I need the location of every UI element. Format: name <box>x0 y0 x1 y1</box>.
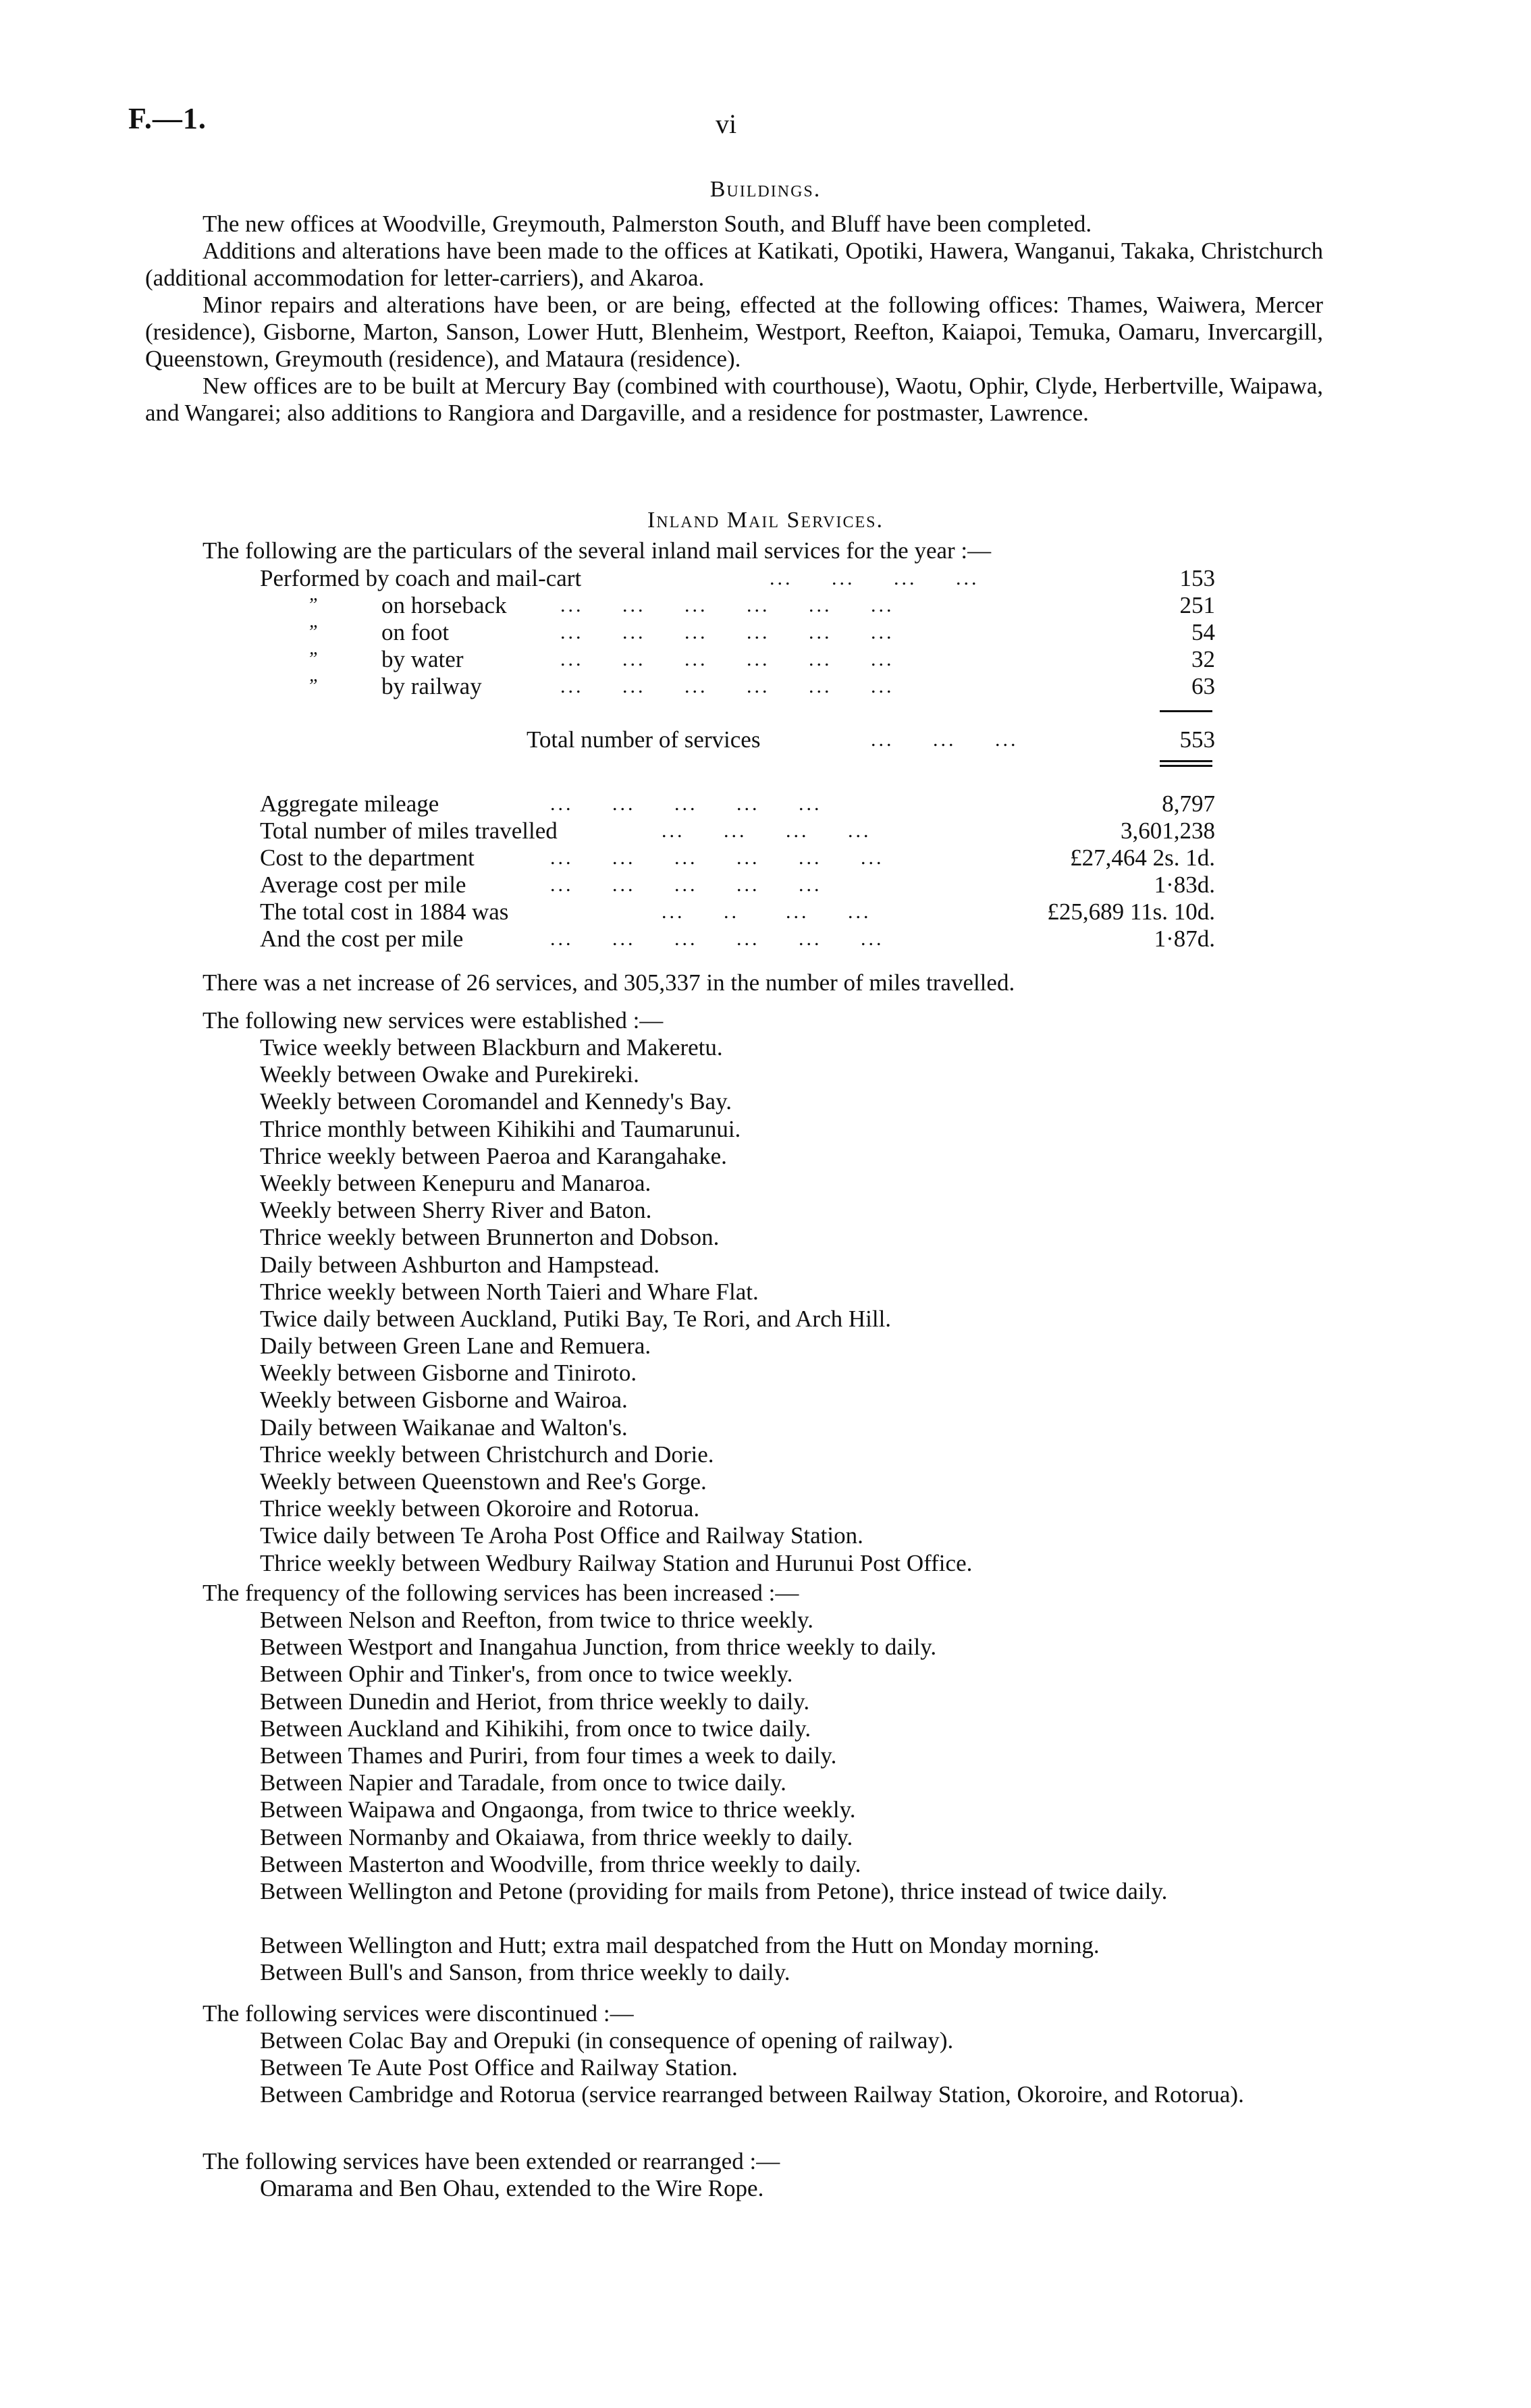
service-value: 251 <box>1179 592 1215 618</box>
list-item: Weekly between Queenstown and Ree's Gorge. <box>260 1468 707 1495</box>
ditto-mark: ” <box>307 622 318 643</box>
stat-value: 1·87d. <box>1154 926 1215 952</box>
leader-dots: ... ... ... ... <box>662 820 871 842</box>
list-item: Weekly between Coromandel and Kennedy's Bay. <box>260 1088 732 1115</box>
service-value: 153 <box>1179 565 1215 591</box>
list-item: Thrice weekly between Christchurch and Dorie. <box>260 1441 714 1468</box>
buildings-paragraph: Minor repairs and alterations have been, or are being, effected at the following offices: Thames, Waiwera, Mercer (residence), Gisborne, Marton, Sanson, Lower Hutt, Blenheim, Westport, Reefton, Kaiapoi, Temuka, Oamaru, Invercargill, Queenstown, Greymouth (residence), and Mataura (residence). <box>145 292 1323 372</box>
list-item: Between Auckland and Kihikihi, from once to twice daily. <box>260 1715 811 1742</box>
list-item: Weekly between Gisborne and Wairoa. <box>260 1387 628 1414</box>
list-item: Weekly between Kenepuru and Manaroa. <box>260 1169 651 1196</box>
leader-dots: ... ... ... ... ... ... <box>560 648 894 670</box>
list-item: Twice weekly between Blackburn and Makeretu. <box>260 1034 723 1061</box>
leader-dots: ... ... ... ... ... <box>550 874 822 896</box>
list-item: Between Nelson and Reefton, from twice to thrice weekly. <box>260 1607 813 1633</box>
list-item <box>260 1878 1333 1932</box>
list-item: Thrice weekly between Okoroire and Rotorua. <box>260 1495 700 1522</box>
new-services-list <box>260 1034 972 1577</box>
list-item: Between Waipawa and Ongaonga, from twice to thrice weekly. <box>260 1796 856 1823</box>
list-item: Thrice weekly between Paeroa and Karangahake. <box>260 1142 727 1169</box>
total-value: 553 <box>1179 726 1215 753</box>
list-item: Between Westport and Inangahua Junction, from thrice weekly to daily. <box>260 1634 937 1661</box>
buildings-heading: Buildings. <box>709 177 822 202</box>
list-item: Thrice weekly between North Taieri and Whare Flat. <box>260 1278 759 1305</box>
double-rule-bottom <box>1160 765 1212 767</box>
stat-label: Total number of miles travelled <box>260 818 558 844</box>
list-item: Daily between Green Lane and Remuera. <box>260 1333 651 1360</box>
leader-dots: ... ... ... ... ... ... <box>560 621 894 643</box>
stat-value: 8,797 <box>1162 791 1215 817</box>
frequency-list <box>260 1607 1333 1987</box>
list-item: Thrice monthly between Kihikihi and Taumarunui. <box>260 1115 741 1142</box>
buildings-body <box>145 211 1323 427</box>
ditto-mark: ” <box>307 649 318 670</box>
service-label: by water <box>381 646 464 672</box>
stat-label: And the cost per mile <box>260 926 464 952</box>
stat-value: 3,601,238 <box>1121 818 1215 844</box>
list-item: Twice daily between Te Aroha Post Office and Railway Station. <box>260 1522 863 1549</box>
leader-dots: ... .. ... ... <box>662 901 871 923</box>
ditto-mark: ” <box>307 676 318 697</box>
list-item: Thrice weekly between Brunnerton and Dobson. <box>260 1224 720 1251</box>
extended-intro: The following services have been extended or rearranged :— <box>203 2148 780 2174</box>
stat-label: Cost to the department <box>260 845 475 871</box>
list-item: Daily between Ashburton and Hampstead. <box>260 1251 660 1278</box>
list-item: Between Te Aute Post Office and Railway Station. <box>260 2054 738 2081</box>
service-value: 54 <box>1191 619 1215 645</box>
service-label: on foot <box>381 619 450 645</box>
leader-dots: ... ... ... ... <box>770 567 979 589</box>
list-item: Between Normanby and Okaiawa, from thrice weekly to daily. <box>260 1823 853 1850</box>
list-item: Between Ophir and Tinker's, from once to twice weekly. <box>260 1661 793 1688</box>
leader-dots: ... ... ... ... ... ... <box>550 928 884 950</box>
list-item: Between Bull's and Sanson, from thrice weekly to daily. <box>260 1959 790 1986</box>
list-item: Between Thames and Puriri, from four times a week to daily. <box>260 1742 837 1769</box>
stat-value: £27,464 2s. 1d. <box>1070 845 1215 871</box>
increase-note: There was a net increase of 26 services, and 305,337 in the number of miles travelled. <box>203 969 1015 996</box>
buildings-paragraph: The new offices at Woodville, Greymouth, Palmerston South, and Bluff have been completed. <box>203 211 1092 237</box>
total-label: Total number of services <box>527 726 761 753</box>
new-services-intro: The following new services were established :— <box>203 1007 664 1034</box>
list-item: Between Colac Bay and Orepuki (in consequence of opening of railway). <box>260 2027 954 2054</box>
page-number: vi <box>716 109 737 139</box>
discontinued-intro: The following services were discontinued :— <box>203 2000 634 2027</box>
stat-label: Average cost per mile <box>260 872 466 898</box>
sum-rule <box>1160 710 1212 712</box>
service-label: Performed by coach and mail-cart <box>260 565 582 591</box>
inland-intro: The following are the particulars of the several inland mail services for the year :— <box>203 537 992 564</box>
leader-dots: ... ... ... ... ... ... <box>550 847 884 869</box>
list-item: Between Napier and Taradale, from once to twice daily. <box>260 1769 786 1796</box>
extended-list <box>260 2175 763 2202</box>
list-item: Weekly between Sherry River and Baton. <box>260 1197 652 1224</box>
list-item-text: Between Cambridge and Rotorua (service rearranged between Railway Station, Okoroire, and Rotorua). <box>260 2081 1244 2108</box>
buildings-paragraph: Additions and alterations have been made to the offices at Katikati, Opotiki, Hawera, Wanganui, Takaka, Christchurch (additional accommodation for letter-carriers), and Akaroa. <box>145 238 1323 291</box>
list-item: Twice daily between Auckland, Putiki Bay, Te Rori, and Arch Hill. <box>260 1305 892 1332</box>
list-item-text: Between Wellington and Petone (providing for mails from Petone), thrice instead of twice daily. <box>260 1877 1168 1904</box>
leader-dots: ... ... ... ... ... ... <box>560 675 894 697</box>
frequency-intro: The frequency of the following services has been increased :— <box>203 1580 799 1606</box>
stat-value: 1·83d. <box>1154 872 1215 898</box>
list-item <box>260 2081 1333 2135</box>
ditto-mark: ” <box>307 595 318 616</box>
list-item: Daily between Waikanae and Walton's. <box>260 1414 628 1441</box>
discontinued-list <box>260 2027 1333 2136</box>
stat-label: The total cost in 1884 was <box>260 899 509 925</box>
stat-value: £25,689 11s. 10d. <box>1047 899 1215 925</box>
list-item: Between Wellington and Hutt; extra mail despatched from the Hutt on Monday morning. <box>260 1932 1100 1959</box>
service-label: by railway <box>381 673 482 699</box>
leader-dots: ... ... ... ... ... ... <box>560 594 894 616</box>
list-item: Thrice weekly between Wedbury Railway Station and Hurunui Post Office. <box>260 1549 973 1576</box>
list-item: Weekly between Gisborne and Tiniroto. <box>260 1360 637 1387</box>
list-item: Omarama and Ben Ohau, extended to the Wire Rope. <box>260 2175 764 2201</box>
service-value: 63 <box>1191 673 1215 699</box>
leader-dots: ... ... ... ... ... <box>550 793 822 815</box>
buildings-paragraph: New offices are to be built at Mercury Bay (combined with courthouse), Waotu, Ophir, Clyde, Herbertville, Waipawa, and Wangarei; also additions to Rangiora and Dargaville, and a residence for postmaster, Lawrence. <box>145 373 1323 426</box>
list-item: Between Masterton and Woodville, from thrice weekly to daily. <box>260 1850 861 1877</box>
inland-heading: Inland Mail Services. <box>647 508 884 533</box>
leader-dots: ... ... ... <box>871 728 1019 751</box>
stat-label: Aggregate mileage <box>260 791 439 817</box>
service-label: on horseback <box>381 592 507 618</box>
service-value: 32 <box>1191 646 1215 672</box>
list-item: Weekly between Owake and Purekireki. <box>260 1061 639 1088</box>
list-item: Between Dunedin and Heriot, from thrice weekly to daily. <box>260 1688 810 1715</box>
document-code: F.—1. <box>128 102 207 135</box>
double-rule-top <box>1160 760 1212 762</box>
